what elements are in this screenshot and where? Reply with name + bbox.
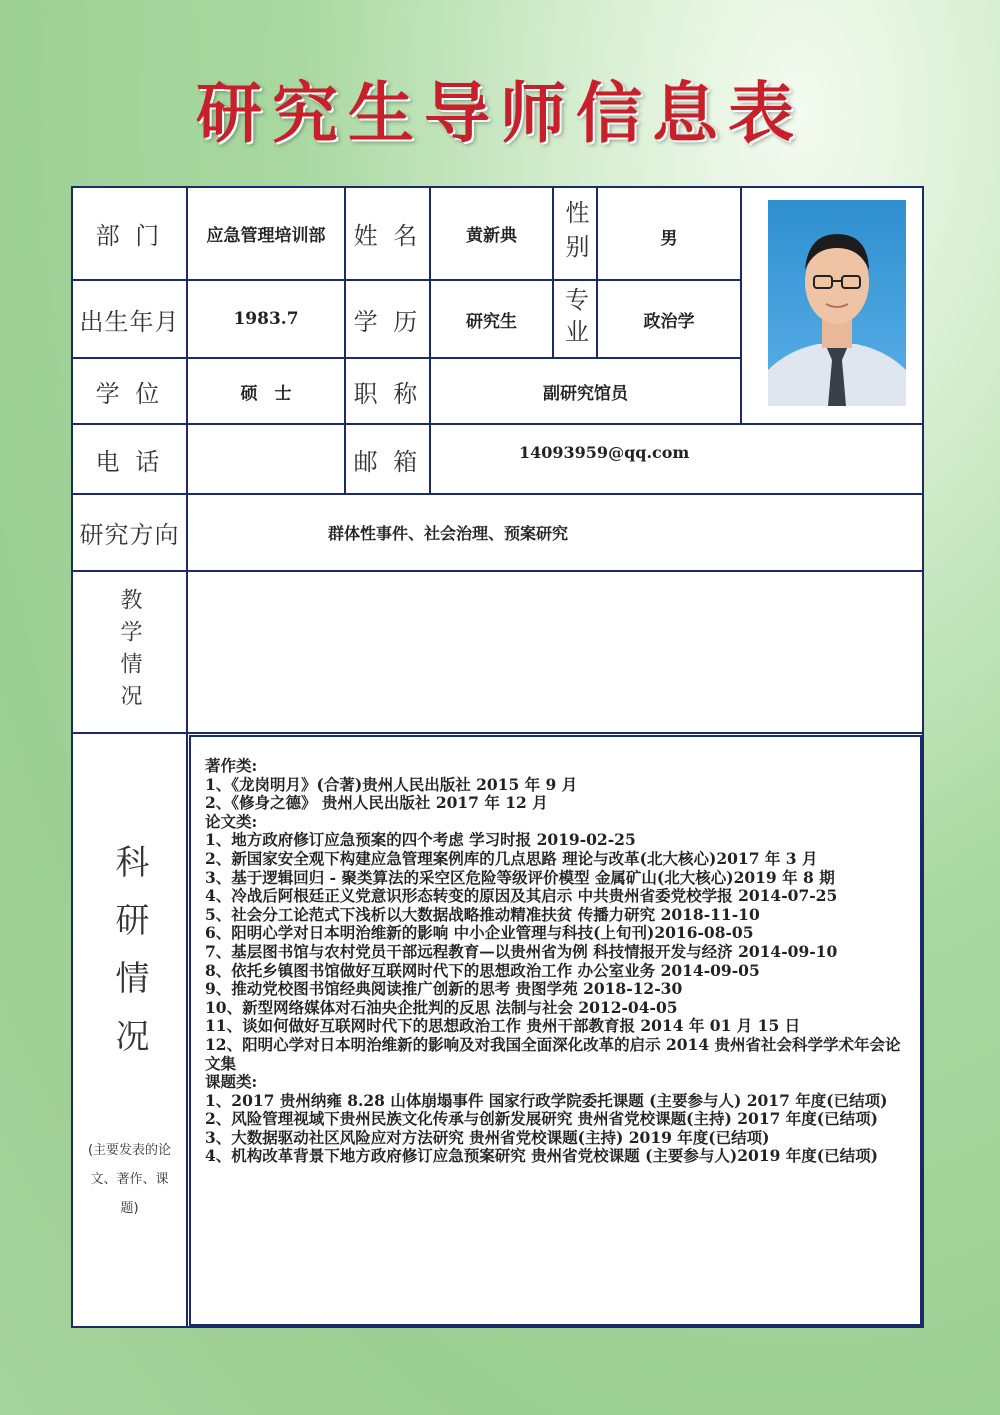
research-line: 3、基于逻辑回归 - 聚类算法的采空区危险等级评价模型 金属矿山(北大核心)2019 年 8 期	[205, 867, 835, 887]
research-line: 8、依托乡镇图书馆做好互联网时代下的思想政治工作 办公室业务 2014-09-05	[205, 960, 760, 980]
research-line: 论文类:	[205, 811, 258, 831]
portrait-icon	[768, 200, 906, 406]
research-line: 1、《龙岗明月》(合著)贵州人民出版社 2015 年 9 月	[205, 774, 578, 794]
research-line: 4、机构改革背景下地方政府修订应急预案研究 贵州省党校课题 (主要参与人)2019 年度(已结项)	[205, 1146, 878, 1166]
research-line: 2、新国家安全观下构建应急管理案例库的几点思路 理论与改革(北大核心)2017 年 3 月	[205, 848, 818, 868]
research-line: 著作类:	[205, 756, 258, 775]
birth-label: 出生年月	[71, 279, 188, 359]
page-title: 研究生导师信息表	[196, 75, 804, 152]
research-line: 5、社会分工论范式下浅析以大数据战略推动精准扶贫 传播力研究 2018-11-10	[205, 904, 760, 924]
research-line: 2、风险管理视域下贵州民族文化传承与创新发展研究 贵州省党校课题(主持) 2017 年度(已结项)	[205, 1109, 878, 1129]
research-line: 7、基层图书馆与农村党员干部远程教育—以贵州省为例 科技情报开发与经济 2014-09-10	[205, 941, 838, 961]
portrait-photo	[766, 198, 908, 408]
department-label: 部 门	[71, 186, 188, 281]
research-direction-value: 群体性事件、社会治理、预案研究	[186, 493, 924, 572]
rank-label: 职 称	[344, 357, 431, 425]
degree-value: 硕 士	[186, 357, 346, 425]
email-label: 邮 箱	[344, 423, 431, 495]
teaching-value	[186, 570, 924, 734]
research-line: 课题类:	[205, 1072, 258, 1092]
phone-label: 电 话	[71, 423, 188, 495]
research-line: 9、推动党校图书馆经典阅读推广创新的思考 贵图学苑 2018-12-30	[205, 979, 683, 999]
research-direction-label: 研究方向	[71, 493, 188, 572]
email-value: 14093959@qq.com	[429, 423, 924, 495]
major-value: 政治学	[596, 279, 742, 359]
teaching-label-text: 教学情况	[117, 588, 142, 716]
research-list	[189, 735, 922, 1326]
gender-label-text: 性别	[561, 199, 589, 268]
research-note: (主要发表的论文、著作、课题)	[87, 1143, 172, 1216]
rank-value: 副研究馆员	[429, 357, 742, 425]
phone-value	[186, 423, 346, 495]
research-line: 12、阳明心学对日本明治维新的影响及对我国全面深化改革的启示 2014 贵州省社会科学学术年会论文集	[205, 1034, 901, 1073]
research-line: 6、阳明心学对日本明治维新的影响 中小企业管理与科技(上旬刊)2016-08-05	[205, 923, 754, 943]
research-line: 1、地方政府修订应急预案的四个考虑 学习时报 2019-02-25	[205, 830, 636, 850]
name-value: 黄新典	[429, 186, 554, 281]
research-line: 2、《修身之德》 贵州人民出版社 2017 年 12 月	[205, 793, 548, 813]
education-value: 研究生	[429, 279, 554, 359]
research-line: 10、新型网络媒体对石油央企批判的反思 法制与社会 2012-04-05	[205, 997, 678, 1017]
department-value: 应急管理培训部	[186, 186, 346, 281]
major-label-text: 专业	[560, 287, 589, 351]
degree-label: 学 位	[71, 357, 188, 425]
research-line: 4、冷战后阿根廷正义党意识形态转变的原因及其启示 中共贵州省委党校学报 2014-07-25	[205, 886, 838, 906]
research-line: 11、谈如何做好互联网时代下的思想政治工作 贵州干部教育报 2014 年 01 月 15 日	[205, 1016, 801, 1036]
birth-value: 1983.7	[186, 279, 346, 359]
research-label: 科研情况	[109, 844, 149, 1076]
education-label: 学 历	[344, 279, 431, 359]
research-line: 3、大数据驱动社区风险应对方法研究 贵州省党校课题(主持) 2019 年度(已结项)	[205, 1127, 770, 1147]
research-line: 1、2017 贵州纳雍 8.28 山体崩塌事件 国家行政学院委托课题 (主要参与人) 2017 年度(已结项)	[205, 1090, 888, 1110]
gender-label	[552, 186, 598, 281]
gender-value: 男	[596, 186, 742, 281]
name-label: 姓 名	[344, 186, 431, 281]
major-label	[552, 279, 598, 359]
teaching-label	[71, 570, 188, 734]
research-label-cell	[71, 732, 188, 1328]
